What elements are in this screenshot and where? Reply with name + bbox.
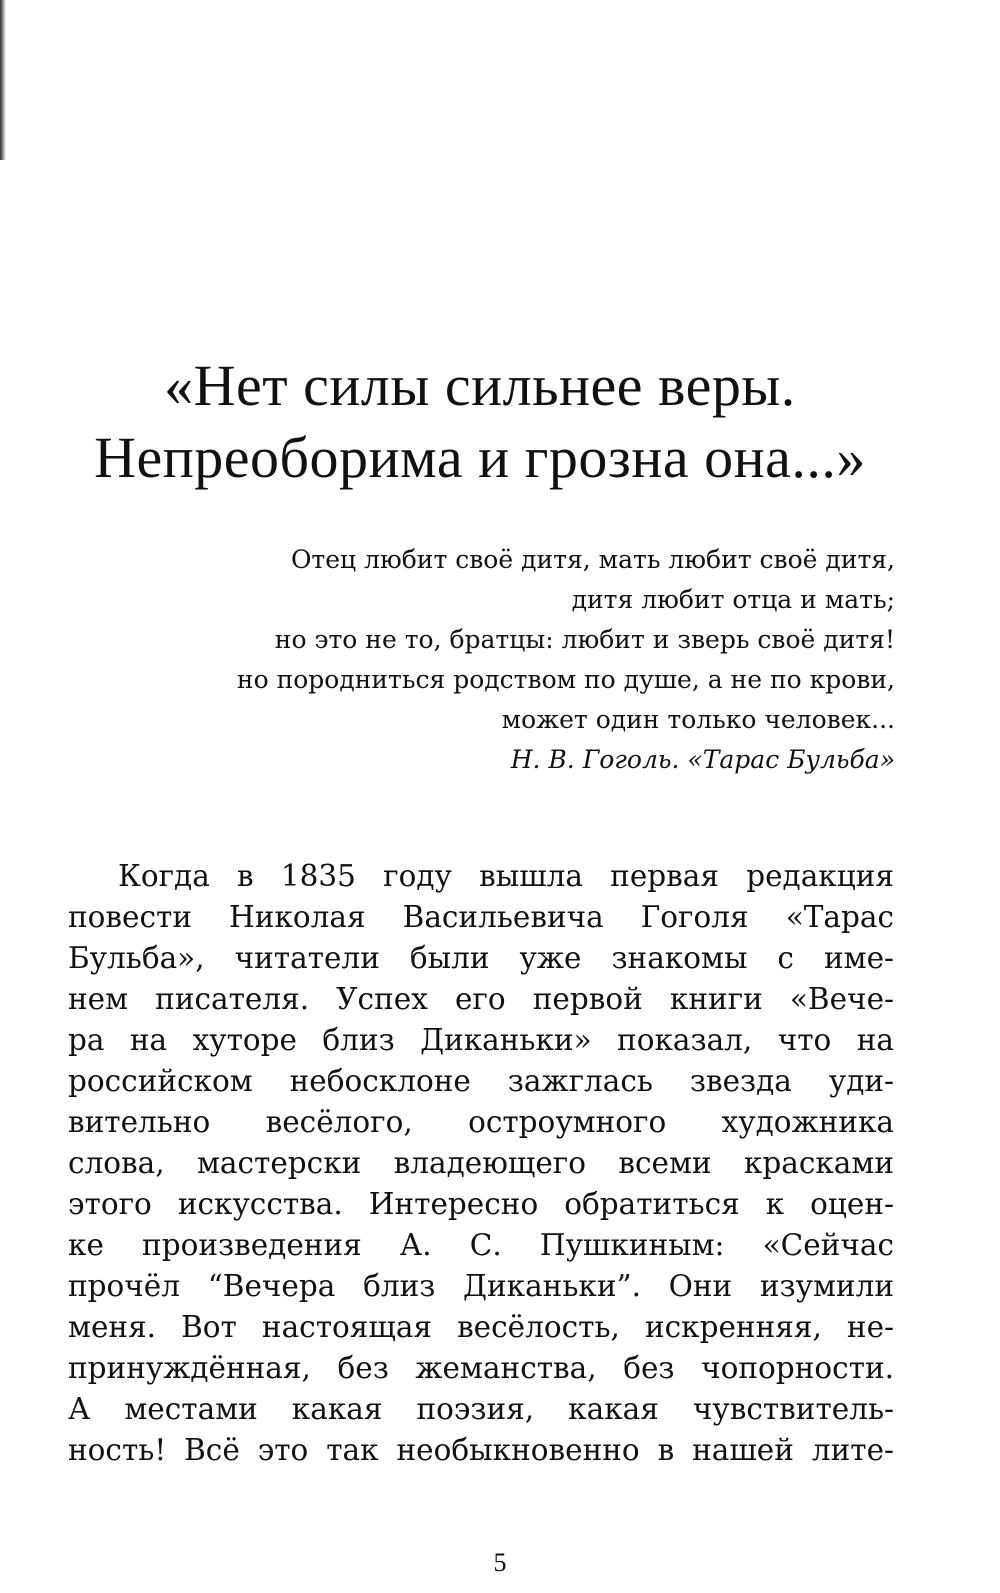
body-line: меня. Вот настоящая весёлость, искренняя, не- (68, 1310, 894, 1344)
body-line: вительно весёлого, остроумного художника (68, 1105, 894, 1139)
body-line: Когда в 1835 году вышла первая редакция (118, 859, 894, 893)
page-edge-shadow (0, 0, 6, 160)
body-line: ке произведения А. С. Пушкиным: «Сейчас (68, 1228, 894, 1262)
chapter-title (60, 350, 900, 494)
body-line: А местами какая поэзия, какая чувствитель- (68, 1392, 894, 1426)
epigraph-line: но это не то, братцы: любит и зверь своё дитя! (274, 625, 895, 654)
body-line: прочёл “Вечера близ Диканьки”. Они изумили (68, 1269, 894, 1303)
body-line: Бульба», читатели были уже знакомы с име- (68, 941, 894, 975)
chapter-title-line-2: Непреоборима и грозна она...» (94, 425, 866, 490)
body-line: ность! Всё это так необыкновенно в нашей лите- (68, 1433, 894, 1467)
epigraph-line: дитя любит отца и мать; (571, 585, 895, 614)
epigraph-line: может один только человек... (501, 705, 895, 734)
epigraph (95, 540, 895, 780)
epigraph-attribution: Н. В. Гоголь. «Тарас Бульба» (510, 745, 895, 774)
body-line: слова, мастерски владеющего всеми красками (68, 1146, 894, 1180)
body-line: российском небосклоне зажглась звезда уди- (68, 1064, 894, 1098)
body-line: принуждённая, без жеманства, без чопорности. (68, 1351, 894, 1385)
chapter-title-line-1: «Нет силы сильнее веры. (164, 353, 796, 418)
body-line: нем писателя. Успех его первой книги «Вече- (68, 982, 894, 1016)
body-line: ра на хуторе близ Диканьки» показал, что на (68, 1023, 894, 1057)
body-line: этого искусства. Интересно обратиться к оцен- (68, 1187, 894, 1221)
body-paragraph (68, 856, 894, 1471)
epigraph-line: но породниться родством по душе, а не по крови, (236, 665, 895, 694)
epigraph-line: Отец любит своё дитя, мать любит своё дитя, (290, 545, 895, 574)
body-line: повести Николая Васильевича Гоголя «Тарас (68, 900, 894, 934)
page-number: 5 (493, 1548, 507, 1577)
